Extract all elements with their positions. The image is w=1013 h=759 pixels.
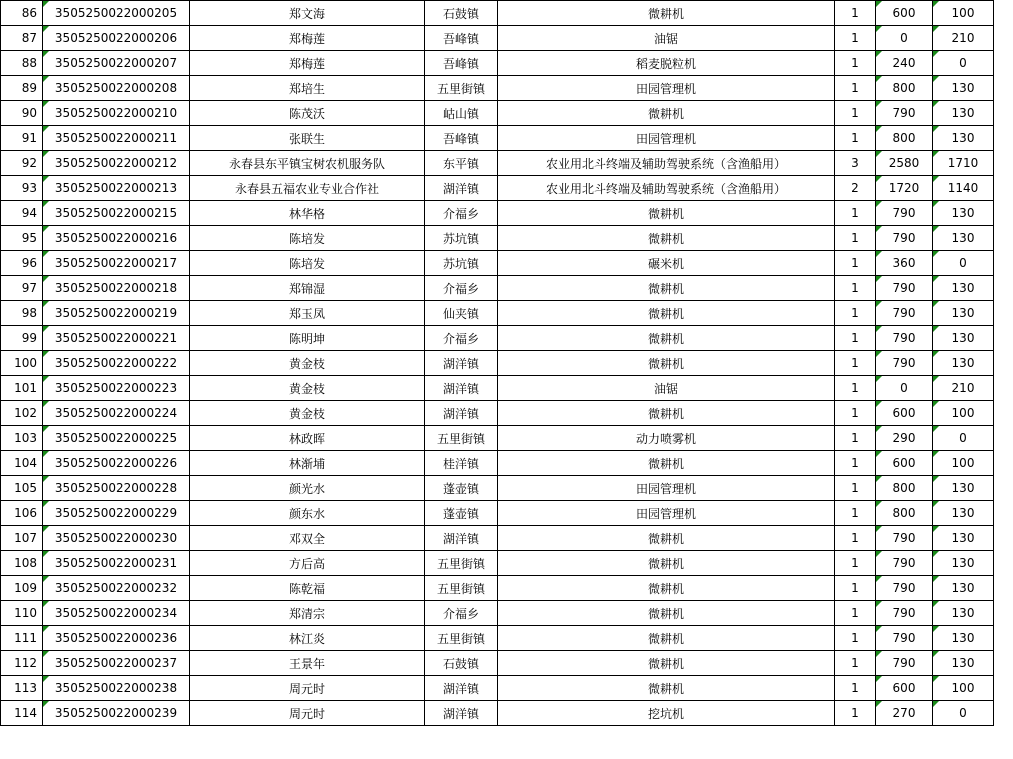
cell-blank (994, 126, 1013, 151)
cell-seq[interactable]: 93 (1, 176, 43, 201)
cell-seq[interactable]: 98 (1, 301, 43, 326)
cell-seq[interactable]: 102 (1, 401, 43, 426)
cell-qty[interactable]: 1 (835, 626, 876, 651)
cell-machine[interactable]: 微耕机 (498, 451, 835, 476)
cell-code[interactable]: 3505250022000236 (43, 626, 190, 651)
cell-subsidy-accumulated[interactable]: 130 (933, 601, 994, 626)
table-row (1, 101, 1013, 126)
cell-code[interactable]: 3505250022000237 (43, 651, 190, 676)
cell-name[interactable]: 郑锦湿 (190, 276, 425, 301)
cell-subsidy-accumulated[interactable]: 130 (933, 326, 994, 351)
cell-code[interactable]: 3505250022000229 (43, 501, 190, 526)
cell-blank (994, 651, 1013, 676)
cell-blank (994, 626, 1013, 651)
cell-blank (994, 251, 1013, 276)
cell-subsidy-central[interactable]: 800 (876, 76, 933, 101)
cell-qty[interactable]: 1 (835, 426, 876, 451)
cell-seq[interactable]: 110 (1, 601, 43, 626)
cell-code[interactable]: 3505250022000213 (43, 176, 190, 201)
cell-subsidy-central[interactable]: 790 (876, 526, 933, 551)
cell-code[interactable]: 3505250022000207 (43, 51, 190, 76)
cell-subsidy-central[interactable]: 360 (876, 251, 933, 276)
table-row (1, 351, 1013, 376)
cell-name[interactable]: 邓双全 (190, 526, 425, 551)
cell-subsidy-accumulated[interactable]: 130 (933, 626, 994, 651)
cell-code[interactable]: 3505250022000231 (43, 551, 190, 576)
cell-seq[interactable]: 101 (1, 376, 43, 401)
table-row (1, 126, 1013, 151)
cell-seq[interactable]: 113 (1, 676, 43, 701)
cell-code[interactable]: 3505250022000218 (43, 276, 190, 301)
table-row (1, 551, 1013, 576)
cell-town[interactable]: 蓬壶镇 (425, 476, 498, 501)
table-row (1, 701, 1013, 726)
cell-machine[interactable]: 微耕机 (498, 676, 835, 701)
table-row (1, 26, 1013, 51)
cell-subsidy-central[interactable]: 800 (876, 501, 933, 526)
table-body (1, 1, 1013, 726)
cell-seq[interactable]: 90 (1, 101, 43, 126)
cell-machine[interactable]: 微耕机 (498, 201, 835, 226)
cell-seq[interactable]: 104 (1, 451, 43, 476)
cell-subsidy-accumulated[interactable]: 130 (933, 201, 994, 226)
cell-blank (994, 326, 1013, 351)
cell-code[interactable]: 3505250022000232 (43, 576, 190, 601)
cell-machine[interactable]: 微耕机 (498, 276, 835, 301)
table-row (1, 226, 1013, 251)
cell-machine[interactable]: 微耕机 (498, 551, 835, 576)
cell-machine[interactable]: 微耕机 (498, 1, 835, 26)
cell-qty[interactable]: 1 (835, 126, 876, 151)
cell-subsidy-central[interactable]: 2580 (876, 151, 933, 176)
cell-machine[interactable]: 微耕机 (498, 651, 835, 676)
cell-seq[interactable]: 91 (1, 126, 43, 151)
cell-subsidy-accumulated[interactable]: 100 (933, 451, 994, 476)
cell-qty[interactable]: 1 (835, 26, 876, 51)
cell-code[interactable]: 3505250022000239 (43, 701, 190, 726)
cell-town[interactable]: 介福乡 (425, 601, 498, 626)
cell-seq[interactable]: 97 (1, 276, 43, 301)
cell-blank (994, 576, 1013, 601)
cell-subsidy-accumulated[interactable]: 130 (933, 476, 994, 501)
cell-town[interactable]: 湖洋镇 (425, 376, 498, 401)
cell-blank (994, 526, 1013, 551)
cell-name[interactable]: 张联生 (190, 126, 425, 151)
cell-qty[interactable]: 1 (835, 701, 876, 726)
cell-name[interactable]: 郑玉凤 (190, 301, 425, 326)
cell-qty[interactable]: 1 (835, 576, 876, 601)
cell-code[interactable]: 3505250022000215 (43, 201, 190, 226)
cell-subsidy-central[interactable]: 790 (876, 276, 933, 301)
cell-blank (994, 26, 1013, 51)
cell-subsidy-accumulated[interactable]: 130 (933, 126, 994, 151)
cell-code[interactable]: 3505250022000234 (43, 601, 190, 626)
cell-machine[interactable]: 微耕机 (498, 626, 835, 651)
cell-blank (994, 401, 1013, 426)
cell-subsidy-central[interactable]: 790 (876, 326, 933, 351)
cell-blank (994, 151, 1013, 176)
cell-machine[interactable]: 微耕机 (498, 101, 835, 126)
cell-town[interactable]: 蓬壶镇 (425, 501, 498, 526)
cell-qty[interactable]: 1 (835, 326, 876, 351)
cell-town[interactable]: 介福乡 (425, 276, 498, 301)
cell-code[interactable]: 3505250022000221 (43, 326, 190, 351)
cell-machine[interactable]: 微耕机 (498, 351, 835, 376)
table-row (1, 426, 1013, 451)
cell-blank (994, 1, 1013, 26)
cell-machine[interactable]: 微耕机 (498, 401, 835, 426)
cell-subsidy-central[interactable]: 600 (876, 1, 933, 26)
cell-name[interactable]: 周元时 (190, 676, 425, 701)
cell-qty[interactable]: 1 (835, 1, 876, 26)
cell-subsidy-accumulated[interactable]: 1710 (933, 151, 994, 176)
cell-blank (994, 701, 1013, 726)
cell-name[interactable]: 林华格 (190, 201, 425, 226)
cell-seq[interactable]: 105 (1, 476, 43, 501)
cell-subsidy-central[interactable]: 790 (876, 601, 933, 626)
cell-town[interactable]: 湖洋镇 (425, 401, 498, 426)
cell-subsidy-central[interactable]: 290 (876, 426, 933, 451)
cell-name[interactable]: 林渐埔 (190, 451, 425, 476)
cell-blank (994, 551, 1013, 576)
cell-name[interactable]: 永春县东平镇宝树农机服务队 (190, 151, 425, 176)
cell-town[interactable]: 介福乡 (425, 201, 498, 226)
cell-machine[interactable]: 挖坑机 (498, 701, 835, 726)
table-row (1, 176, 1013, 201)
cell-code[interactable]: 3505250022000216 (43, 226, 190, 251)
cell-town[interactable]: 湖洋镇 (425, 676, 498, 701)
cell-qty[interactable]: 1 (835, 526, 876, 551)
cell-machine[interactable]: 田园管理机 (498, 126, 835, 151)
cell-subsidy-accumulated[interactable]: 130 (933, 301, 994, 326)
cell-subsidy-central[interactable]: 0 (876, 26, 933, 51)
cell-seq[interactable]: 112 (1, 651, 43, 676)
cell-code[interactable]: 3505250022000224 (43, 401, 190, 426)
cell-name[interactable]: 颜东水 (190, 501, 425, 526)
cell-code[interactable]: 3505250022000230 (43, 526, 190, 551)
cell-machine[interactable]: 农业用北斗终端及辅助驾驶系统（含渔船用） (498, 151, 835, 176)
cell-code[interactable]: 3505250022000219 (43, 301, 190, 326)
cell-code[interactable]: 3505250022000208 (43, 76, 190, 101)
cell-name[interactable]: 郑培生 (190, 76, 425, 101)
cell-code[interactable]: 3505250022000222 (43, 351, 190, 376)
cell-subsidy-central[interactable]: 240 (876, 51, 933, 76)
cell-blank (994, 226, 1013, 251)
cell-town[interactable]: 介福乡 (425, 326, 498, 351)
cell-subsidy-accumulated[interactable]: 130 (933, 551, 994, 576)
cell-subsidy-central[interactable]: 790 (876, 301, 933, 326)
cell-subsidy-accumulated[interactable]: 130 (933, 101, 994, 126)
cell-code[interactable]: 3505250022000238 (43, 676, 190, 701)
cell-seq[interactable]: 87 (1, 26, 43, 51)
cell-seq[interactable]: 100 (1, 351, 43, 376)
cell-name[interactable]: 陈培发 (190, 226, 425, 251)
cell-town[interactable]: 仙夹镇 (425, 301, 498, 326)
cell-blank (994, 101, 1013, 126)
table-row (1, 201, 1013, 226)
cell-qty[interactable]: 1 (835, 351, 876, 376)
cell-code[interactable]: 3505250022000211 (43, 126, 190, 151)
cell-subsidy-accumulated[interactable]: 210 (933, 26, 994, 51)
table-row (1, 326, 1013, 351)
cell-name[interactable]: 郑清宗 (190, 601, 425, 626)
table-row (1, 51, 1013, 76)
cell-qty[interactable]: 1 (835, 651, 876, 676)
cell-subsidy-central[interactable]: 790 (876, 201, 933, 226)
cell-code[interactable]: 3505250022000210 (43, 101, 190, 126)
cell-machine[interactable]: 微耕机 (498, 526, 835, 551)
cell-blank (994, 76, 1013, 101)
cell-code[interactable]: 3505250022000206 (43, 26, 190, 51)
cell-machine[interactable]: 田园管理机 (498, 76, 835, 101)
cell-blank (994, 451, 1013, 476)
cell-name[interactable]: 黄金枝 (190, 376, 425, 401)
cell-name[interactable]: 郑梅莲 (190, 26, 425, 51)
cell-seq[interactable]: 96 (1, 251, 43, 276)
cell-seq[interactable]: 86 (1, 1, 43, 26)
cell-town[interactable]: 五里街镇 (425, 576, 498, 601)
cell-seq[interactable]: 92 (1, 151, 43, 176)
cell-qty[interactable]: 1 (835, 251, 876, 276)
cell-town[interactable]: 苏坑镇 (425, 226, 498, 251)
cell-name[interactable]: 黄金枝 (190, 351, 425, 376)
table-row (1, 501, 1013, 526)
table-row (1, 76, 1013, 101)
cell-town[interactable]: 五里街镇 (425, 426, 498, 451)
cell-machine[interactable]: 碾米机 (498, 251, 835, 276)
cell-machine[interactable]: 油锯 (498, 26, 835, 51)
cell-subsidy-central[interactable]: 270 (876, 701, 933, 726)
cell-machine[interactable]: 田园管理机 (498, 501, 835, 526)
cell-subsidy-central[interactable]: 800 (876, 476, 933, 501)
cell-subsidy-accumulated[interactable]: 0 (933, 251, 994, 276)
cell-qty[interactable]: 1 (835, 276, 876, 301)
cell-seq[interactable]: 103 (1, 426, 43, 451)
cell-town[interactable]: 石鼓镇 (425, 1, 498, 26)
cell-subsidy-accumulated[interactable]: 130 (933, 576, 994, 601)
cell-subsidy-accumulated[interactable]: 1140 (933, 176, 994, 201)
cell-qty[interactable]: 1 (835, 376, 876, 401)
cell-qty[interactable]: 1 (835, 551, 876, 576)
cell-blank (994, 276, 1013, 301)
cell-name[interactable]: 林江炎 (190, 626, 425, 651)
cell-code[interactable]: 3505250022000226 (43, 451, 190, 476)
cell-machine[interactable]: 田园管理机 (498, 476, 835, 501)
cell-town[interactable]: 湖洋镇 (425, 526, 498, 551)
cell-subsidy-central[interactable]: 790 (876, 651, 933, 676)
cell-name[interactable]: 黄金枝 (190, 401, 425, 426)
cell-subsidy-central[interactable]: 0 (876, 376, 933, 401)
cell-seq[interactable]: 95 (1, 226, 43, 251)
cell-subsidy-central[interactable]: 790 (876, 226, 933, 251)
cell-qty[interactable]: 1 (835, 201, 876, 226)
cell-machine[interactable]: 微耕机 (498, 576, 835, 601)
cell-machine[interactable]: 微耕机 (498, 301, 835, 326)
cell-qty[interactable]: 1 (835, 676, 876, 701)
cell-name[interactable]: 林政晖 (190, 426, 425, 451)
cell-town[interactable]: 桂洋镇 (425, 451, 498, 476)
cell-subsidy-accumulated[interactable]: 210 (933, 376, 994, 401)
cell-town[interactable]: 苏坑镇 (425, 251, 498, 276)
table-row (1, 526, 1013, 551)
cell-subsidy-central[interactable]: 1720 (876, 176, 933, 201)
table-row (1, 376, 1013, 401)
cell-subsidy-central[interactable]: 790 (876, 551, 933, 576)
cell-name[interactable]: 陈茂沃 (190, 101, 425, 126)
cell-name[interactable]: 王景年 (190, 651, 425, 676)
cell-subsidy-accumulated[interactable]: 130 (933, 501, 994, 526)
cell-subsidy-accumulated[interactable]: 130 (933, 526, 994, 551)
cell-machine[interactable]: 稻麦脱粒机 (498, 51, 835, 76)
table-row (1, 1, 1013, 26)
table-row (1, 301, 1013, 326)
table-row (1, 676, 1013, 701)
cell-qty[interactable]: 3 (835, 151, 876, 176)
table-row (1, 476, 1013, 501)
cell-name[interactable]: 陈乾福 (190, 576, 425, 601)
cell-blank (994, 426, 1013, 451)
cell-subsidy-central[interactable]: 790 (876, 626, 933, 651)
cell-qty[interactable]: 1 (835, 76, 876, 101)
cell-subsidy-accumulated[interactable]: 100 (933, 1, 994, 26)
cell-name[interactable]: 永春县五福农业专业合作社 (190, 176, 425, 201)
cell-machine[interactable]: 动力喷雾机 (498, 426, 835, 451)
cell-machine[interactable]: 油锯 (498, 376, 835, 401)
cell-town[interactable]: 吾峰镇 (425, 51, 498, 76)
cell-seq[interactable]: 114 (1, 701, 43, 726)
cell-name[interactable]: 陈明坤 (190, 326, 425, 351)
cell-seq[interactable]: 106 (1, 501, 43, 526)
cell-seq[interactable]: 88 (1, 51, 43, 76)
cell-subsidy-central[interactable]: 790 (876, 576, 933, 601)
cell-subsidy-central[interactable]: 790 (876, 351, 933, 376)
cell-code[interactable]: 3505250022000217 (43, 251, 190, 276)
cell-subsidy-central[interactable]: 800 (876, 126, 933, 151)
cell-seq[interactable]: 89 (1, 76, 43, 101)
cell-subsidy-accumulated[interactable]: 130 (933, 276, 994, 301)
cell-subsidy-accumulated[interactable]: 130 (933, 351, 994, 376)
cell-town[interactable]: 湖洋镇 (425, 176, 498, 201)
cell-code[interactable]: 3505250022000223 (43, 376, 190, 401)
cell-code[interactable]: 3505250022000205 (43, 1, 190, 26)
cell-subsidy-accumulated[interactable]: 100 (933, 401, 994, 426)
table-row (1, 576, 1013, 601)
cell-town[interactable]: 石鼓镇 (425, 651, 498, 676)
cell-seq[interactable]: 111 (1, 626, 43, 651)
cell-town[interactable]: 岵山镇 (425, 101, 498, 126)
cell-qty[interactable]: 1 (835, 601, 876, 626)
cell-blank (994, 176, 1013, 201)
cell-town[interactable]: 东平镇 (425, 151, 498, 176)
cell-qty[interactable]: 1 (835, 501, 876, 526)
cell-subsidy-accumulated[interactable]: 0 (933, 701, 994, 726)
cell-name[interactable]: 郑文海 (190, 1, 425, 26)
cell-town[interactable]: 湖洋镇 (425, 351, 498, 376)
cell-qty[interactable]: 1 (835, 451, 876, 476)
cell-name[interactable]: 方后高 (190, 551, 425, 576)
cell-blank (994, 676, 1013, 701)
cell-blank (994, 51, 1013, 76)
cell-name[interactable]: 陈培发 (190, 251, 425, 276)
table-row (1, 626, 1013, 651)
cell-qty[interactable]: 2 (835, 176, 876, 201)
table-row (1, 401, 1013, 426)
cell-subsidy-central[interactable]: 600 (876, 401, 933, 426)
cell-town[interactable]: 五里街镇 (425, 626, 498, 651)
cell-seq[interactable]: 107 (1, 526, 43, 551)
cell-code[interactable]: 3505250022000212 (43, 151, 190, 176)
cell-code[interactable]: 3505250022000225 (43, 426, 190, 451)
cell-blank (994, 501, 1013, 526)
cell-seq[interactable]: 109 (1, 576, 43, 601)
cell-town[interactable]: 湖洋镇 (425, 701, 498, 726)
table-row (1, 251, 1013, 276)
cell-qty[interactable]: 1 (835, 476, 876, 501)
table-row (1, 451, 1013, 476)
cell-subsidy-central[interactable]: 600 (876, 451, 933, 476)
table-row (1, 276, 1013, 301)
cell-subsidy-accumulated[interactable]: 0 (933, 51, 994, 76)
cell-town[interactable]: 五里街镇 (425, 551, 498, 576)
cell-town[interactable]: 吾峰镇 (425, 126, 498, 151)
cell-code[interactable]: 3505250022000228 (43, 476, 190, 501)
cell-blank (994, 201, 1013, 226)
cell-machine[interactable]: 农业用北斗终端及辅助驾驶系统（含渔船用） (498, 176, 835, 201)
cell-qty[interactable]: 1 (835, 101, 876, 126)
cell-blank (994, 351, 1013, 376)
cell-machine[interactable]: 微耕机 (498, 326, 835, 351)
cell-qty[interactable]: 1 (835, 51, 876, 76)
cell-machine[interactable]: 微耕机 (498, 226, 835, 251)
table-row (1, 151, 1013, 176)
cell-seq[interactable]: 99 (1, 326, 43, 351)
cell-subsidy-accumulated[interactable]: 130 (933, 226, 994, 251)
cell-qty[interactable]: 1 (835, 226, 876, 251)
table-row (1, 651, 1013, 676)
cell-qty[interactable]: 1 (835, 301, 876, 326)
cell-subsidy-central[interactable]: 790 (876, 101, 933, 126)
cell-machine[interactable]: 微耕机 (498, 601, 835, 626)
cell-subsidy-accumulated[interactable]: 130 (933, 651, 994, 676)
cell-name[interactable]: 周元时 (190, 701, 425, 726)
table-row (1, 601, 1013, 626)
cell-blank (994, 476, 1013, 501)
cell-town[interactable]: 吾峰镇 (425, 26, 498, 51)
cell-blank (994, 601, 1013, 626)
cell-seq[interactable]: 108 (1, 551, 43, 576)
cell-name[interactable]: 郑梅莲 (190, 51, 425, 76)
cell-subsidy-accumulated[interactable]: 130 (933, 76, 994, 101)
cell-town[interactable]: 五里街镇 (425, 76, 498, 101)
cell-subsidy-accumulated[interactable]: 0 (933, 426, 994, 451)
cell-name[interactable]: 颜光水 (190, 476, 425, 501)
cell-seq[interactable]: 94 (1, 201, 43, 226)
cell-blank (994, 376, 1013, 401)
cell-subsidy-central[interactable]: 600 (876, 676, 933, 701)
cell-qty[interactable]: 1 (835, 401, 876, 426)
cell-subsidy-accumulated[interactable]: 100 (933, 676, 994, 701)
cell-blank (994, 301, 1013, 326)
